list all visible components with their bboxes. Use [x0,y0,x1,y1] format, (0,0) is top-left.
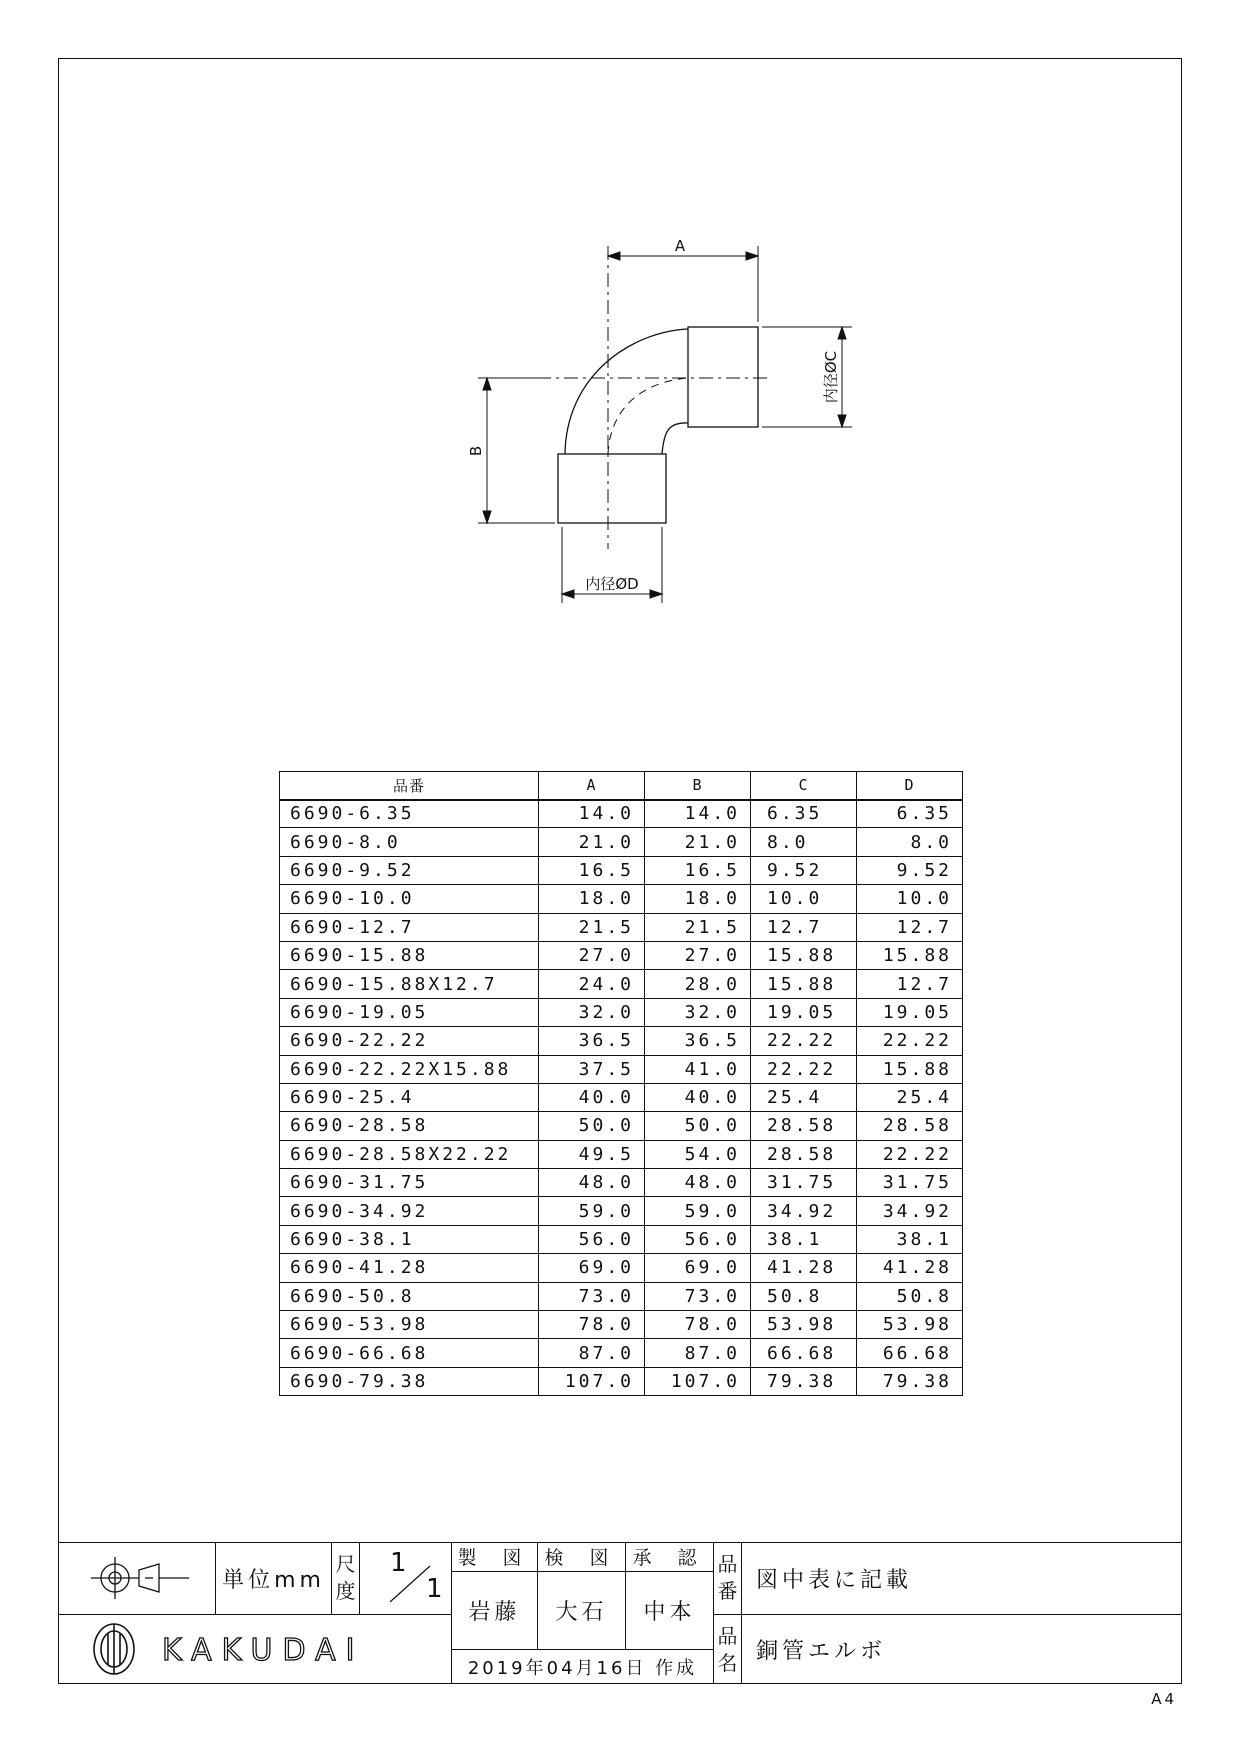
c-cell: 28.58 [751,1112,857,1140]
a-cell: 18.0 [539,885,645,913]
a-cell: 21.5 [539,913,645,941]
part-name-label: 品 名 [717,1623,738,1675]
table-row [280,1027,963,1055]
table-row [280,1083,963,1111]
c-cell: 28.58 [751,1140,857,1168]
part-no-cell: 6690-8.0 [280,828,539,856]
d-cell: 31.75 [857,1169,963,1197]
part-no-value-cell [742,1542,1182,1615]
part-name-value-cell [742,1615,1182,1684]
d-cell: 28.58 [857,1112,963,1140]
kakudai-logo-icon [84,1621,144,1677]
lower-socket [558,454,666,523]
a-cell: 21.0 [539,828,645,856]
b-cell: 32.0 [645,998,751,1026]
b-cell: 69.0 [645,1254,751,1282]
c-cell: 15.88 [751,941,857,969]
drawn-label-cell [452,1542,538,1572]
brand-name: KAKUDAI [162,1633,365,1668]
creation-date: 2019年04月16日 作成 [467,1658,698,1679]
a-cell: 16.5 [539,856,645,884]
c-cell: 6.35 [751,800,857,828]
scale-label-cell [332,1542,360,1615]
date-cell [452,1650,714,1684]
d-cell: 38.1 [857,1225,963,1253]
a-cell: 27.0 [539,941,645,969]
table-row [280,970,963,998]
d-cell: 10.0 [857,885,963,913]
a-cell: 50.0 [539,1112,645,1140]
table-row [280,885,963,913]
approved-label-cell [626,1542,714,1572]
approved-label: 承 認 [632,1547,707,1569]
c-cell: 22.22 [751,1055,857,1083]
d-cell: 66.68 [857,1339,963,1367]
c-cell: 8.0 [751,828,857,856]
a-cell: 107.0 [539,1367,645,1395]
part-no-cell: 6690-22.22X15.88 [280,1055,539,1083]
scale-value-cell [360,1542,452,1615]
part-no-cell: 6690-38.1 [280,1225,539,1253]
c-cell: 38.1 [751,1225,857,1253]
dim-c-label: 内径ØC [822,350,840,404]
d-cell: 79.38 [857,1367,963,1395]
checked-label: 検 図 [544,1547,619,1569]
a-cell: 73.0 [539,1282,645,1310]
header-b: B [645,772,751,800]
a-cell: 69.0 [539,1254,645,1282]
part-no-cell: 6690-15.88 [280,941,539,969]
part-name-label-cell [714,1615,742,1684]
c-cell: 10.0 [751,885,857,913]
b-cell: 27.0 [645,941,751,969]
a-cell: 36.5 [539,1027,645,1055]
d-cell: 6.35 [857,800,963,828]
table-row [280,1055,963,1083]
b-cell: 36.5 [645,1027,751,1055]
part-no-cell: 6690-6.35 [280,800,539,828]
d-cell: 41.28 [857,1254,963,1282]
c-cell: 66.68 [751,1339,857,1367]
b-cell: 16.5 [645,856,751,884]
d-cell: 12.7 [857,970,963,998]
header-c: C [751,772,857,800]
part-no-cell: 6690-31.75 [280,1169,539,1197]
table-row [280,1197,963,1225]
b-cell: 18.0 [645,885,751,913]
page-size-label: A4 [1151,1690,1177,1708]
table-row [280,1282,963,1310]
brand-cell [58,1615,452,1684]
d-cell: 22.22 [857,1027,963,1055]
a-cell: 37.5 [539,1055,645,1083]
table-row [280,1112,963,1140]
part-no-cell: 6690-25.4 [280,1083,539,1111]
c-cell: 19.05 [751,998,857,1026]
table-row [280,1367,963,1395]
drawn-by-cell [452,1572,538,1650]
b-cell: 21.5 [645,913,751,941]
b-cell: 40.0 [645,1083,751,1111]
title-block [58,1542,1182,1684]
part-no-cell: 6690-12.7 [280,913,539,941]
d-cell: 15.88 [857,1055,963,1083]
part-no-cell: 6690-50.8 [280,1282,539,1310]
spec-table [279,771,963,1396]
header-part-no: 品番 [280,772,539,800]
part-no-cell: 6690-28.58 [280,1112,539,1140]
b-cell: 14.0 [645,800,751,828]
part-no-label: 品 番 [717,1552,738,1603]
b-cell: 21.0 [645,828,751,856]
b-cell: 50.0 [645,1112,751,1140]
table-row [280,828,963,856]
d-cell: 22.22 [857,1140,963,1168]
a-cell: 40.0 [539,1083,645,1111]
c-cell: 50.8 [751,1282,857,1310]
table-row [280,1169,963,1197]
c-cell: 41.28 [751,1254,857,1282]
table-row [280,856,963,884]
part-no-cell: 6690-34.92 [280,1197,539,1225]
a-cell: 14.0 [539,800,645,828]
upper-socket [688,327,758,427]
b-cell: 41.0 [645,1055,751,1083]
part-no-cell: 6690-15.88X12.7 [280,970,539,998]
projection-symbol [58,1542,216,1615]
c-cell: 12.7 [751,913,857,941]
part-name-value: 銅管エルボ [756,1639,887,1664]
c-cell: 31.75 [751,1169,857,1197]
b-cell: 54.0 [645,1140,751,1168]
d-cell: 12.7 [857,913,963,941]
part-no-cell: 6690-9.52 [280,856,539,884]
approved-by: 中本 [643,1600,696,1625]
d-cell: 50.8 [857,1282,963,1310]
table-row [280,998,963,1026]
b-cell: 59.0 [645,1197,751,1225]
elbow-inner-curve [662,423,688,454]
checked-label-cell [538,1542,626,1572]
checked-by: 大石 [555,1600,608,1625]
a-cell: 49.5 [539,1140,645,1168]
table-row [280,1254,963,1282]
table-header-row [280,772,963,800]
b-cell: 56.0 [645,1225,751,1253]
b-cell: 87.0 [645,1339,751,1367]
part-no-cell: 6690-22.22 [280,1027,539,1055]
c-cell: 25.4 [751,1083,857,1111]
table-row [280,1339,963,1367]
third-angle-projection-icon [77,1553,197,1603]
unit-text: 単位mm [222,1567,325,1593]
c-cell: 79.38 [751,1367,857,1395]
drawn-label: 製 図 [457,1547,532,1569]
d-cell: 53.98 [857,1311,963,1339]
a-cell: 78.0 [539,1311,645,1339]
d-cell: 15.88 [857,941,963,969]
b-cell: 78.0 [645,1311,751,1339]
elbow-outer-curve [565,329,688,454]
c-cell: 9.52 [751,856,857,884]
unit-cell [216,1542,332,1615]
dim-b-label: B [467,445,485,457]
header-a: A [539,772,645,800]
b-cell: 48.0 [645,1169,751,1197]
d-cell: 9.52 [857,856,963,884]
part-no-cell: 6690-28.58X22.22 [280,1140,539,1168]
d-cell: 25.4 [857,1083,963,1111]
header-d: D [857,772,963,800]
part-no-label-cell [714,1542,742,1615]
approved-by-cell [626,1572,714,1650]
c-cell: 15.88 [751,970,857,998]
part-no-cell: 6690-41.28 [280,1254,539,1282]
a-cell: 48.0 [539,1169,645,1197]
table-row [280,1311,963,1339]
d-cell: 8.0 [857,828,963,856]
a-cell: 59.0 [539,1197,645,1225]
a-cell: 56.0 [539,1225,645,1253]
table-row [280,1225,963,1253]
dim-a-label: A [674,237,686,255]
part-no-cell: 6690-66.68 [280,1339,539,1367]
c-cell: 53.98 [751,1311,857,1339]
b-cell: 28.0 [645,970,751,998]
drawn-by: 岩藤 [468,1600,521,1625]
c-cell: 22.22 [751,1027,857,1055]
b-cell: 107.0 [645,1367,751,1395]
d-cell: 34.92 [857,1197,963,1225]
scale-numerator: 1 [390,1548,407,1578]
part-no-cell: 6690-79.38 [280,1367,539,1395]
scale-label: 尺 度 [335,1552,356,1603]
a-cell: 24.0 [539,970,645,998]
table-row [280,913,963,941]
part-no-value: 図中表に記載 [756,1567,913,1593]
a-cell: 32.0 [539,998,645,1026]
table-row [280,800,963,828]
dim-d-label: 内径ØD [585,575,639,593]
c-cell: 34.92 [751,1197,857,1225]
a-cell: 87.0 [539,1339,645,1367]
table-row [280,941,963,969]
scale-denominator: 1 [426,1574,443,1604]
part-no-cell: 6690-53.98 [280,1311,539,1339]
part-no-cell: 6690-19.05 [280,998,539,1026]
b-cell: 73.0 [645,1282,751,1310]
part-no-cell: 6690-10.0 [280,885,539,913]
d-cell: 19.05 [857,998,963,1026]
checked-by-cell [538,1572,626,1650]
table-row [280,1140,963,1168]
